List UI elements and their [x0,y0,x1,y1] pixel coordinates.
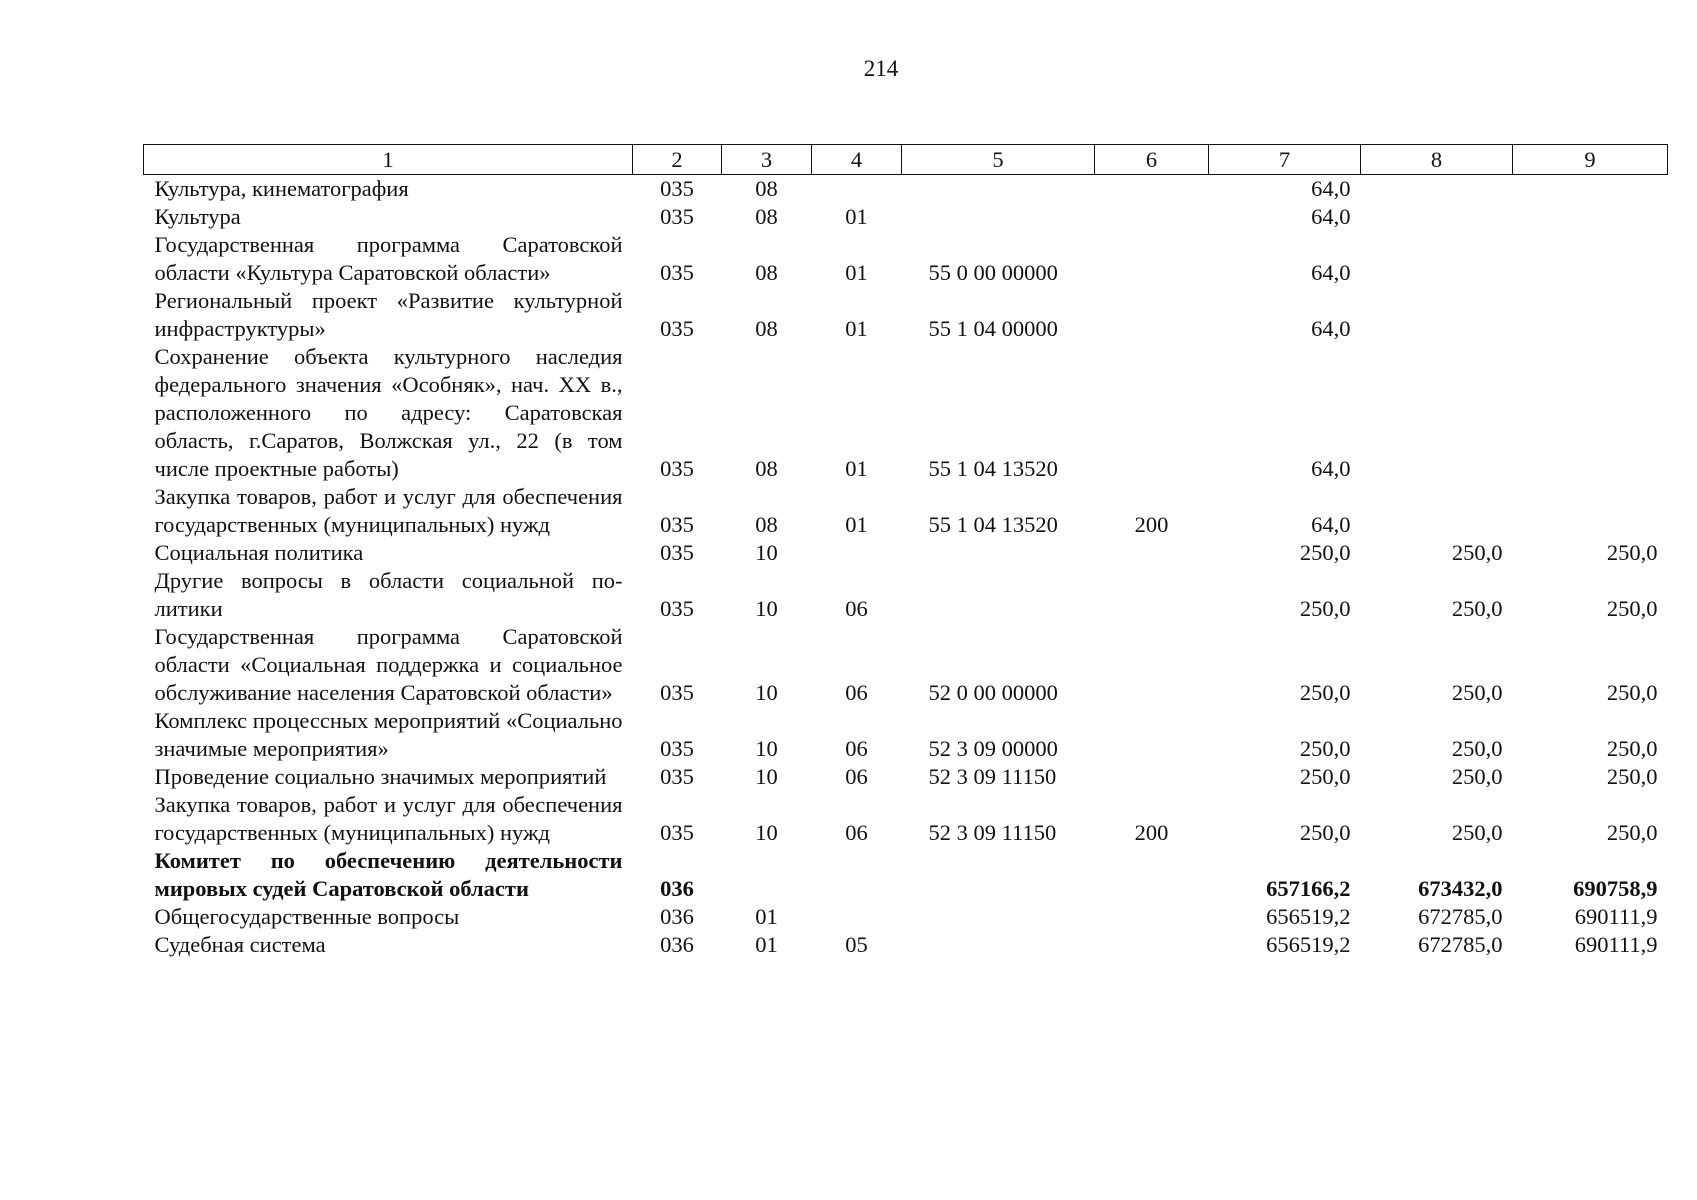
column-header-9: 9 [1513,145,1668,175]
table-row [144,203,1668,231]
cell-target-article [902,567,1095,623]
cell-ministry-code: 035 [660,260,694,285]
cell-section: 08 [755,176,778,201]
column-header-7: 7 [1209,145,1361,175]
cell-amount-3 [1513,203,1668,231]
cell-target-article [902,931,1095,959]
table-row [144,567,1668,623]
cell-ministry-code: 036 [660,932,694,957]
cell-name: Судебная система [154,932,326,957]
cell-amount-1: 64,0 [1311,316,1351,341]
table-row [144,903,1668,931]
table-row [144,707,1668,763]
cell-expense-type [1095,763,1209,791]
cell-subsection [812,539,902,567]
cell-section: 08 [755,316,778,341]
cell-section: 10 [755,820,778,845]
cell-subsection: 06 [845,820,868,845]
cell-amount-1: 250,0 [1299,820,1351,845]
cell-ministry-code: 035 [660,820,694,845]
column-header-4: 4 [812,145,902,175]
cell-amount-1: 64,0 [1311,260,1351,285]
cell-subsection: 05 [845,932,868,957]
cell-amount-2 [1361,203,1513,231]
cell-target-article [902,175,1095,204]
cell-amount-3: 250,0 [1606,820,1658,845]
cell-amount-2 [1361,483,1513,539]
cell-ministry-code: 035 [660,456,694,481]
cell-name: Комитет по обеспечению деятельности мировых судей Саратовской области [154,848,623,901]
cell-ministry-code: 035 [660,204,694,229]
table-row [144,231,1668,287]
table-row [144,847,1668,903]
cell-expense-type [1095,623,1209,707]
cell-target-article [902,203,1095,231]
table-row [144,791,1668,847]
cell-ministry-code: 035 [660,176,694,201]
cell-amount-3: 250,0 [1606,736,1658,761]
cell-ministry-code: 035 [660,540,694,565]
cell-ministry-code: 035 [660,764,694,789]
cell-section: 08 [755,512,778,537]
cell-amount-2: 672785,0 [1418,904,1503,929]
cell-target-article: 55 1 04 00000 [928,316,1058,341]
cell-subsection: 01 [845,260,868,285]
cell-ministry-code: 035 [660,680,694,705]
cell-target-article: 55 1 04 13520 [928,512,1058,537]
cell-section [722,847,812,903]
cell-section: 01 [755,932,778,957]
cell-expense-type [1095,175,1209,204]
cell-section: 10 [755,764,778,789]
cell-amount-1: 250,0 [1299,540,1351,565]
cell-ministry-code: 035 [660,316,694,341]
cell-amount-2: 672785,0 [1418,932,1503,957]
cell-target-article [902,539,1095,567]
cell-section: 10 [755,680,778,705]
budget-table [143,144,1668,959]
cell-subsection: 06 [845,736,868,761]
cell-amount-1: 657166,2 [1266,876,1351,901]
table-row [144,623,1668,707]
cell-subsection: 01 [845,512,868,537]
table-row [144,763,1668,791]
cell-target-article: 55 0 00 00000 [928,260,1058,285]
cell-amount-3 [1513,231,1668,287]
cell-subsection: 06 [845,764,868,789]
column-header-2: 2 [633,145,722,175]
cell-expense-type [1095,203,1209,231]
column-header-1: 1 [144,145,633,175]
cell-amount-1: 250,0 [1299,680,1351,705]
table-row [144,175,1668,204]
cell-amount-3: 690111,9 [1574,904,1658,929]
cell-name: Государственная программа Саратовской области «Культура Саратовской области» [154,232,623,285]
table-row [144,483,1668,539]
cell-amount-2: 673432,0 [1418,876,1503,901]
column-header-8: 8 [1361,145,1513,175]
cell-amount-1: 64,0 [1311,176,1351,201]
cell-ministry-code: 035 [660,736,694,761]
cell-name: Культура, кинематография [154,176,409,201]
cell-amount-2: 250,0 [1451,820,1503,845]
cell-amount-3 [1513,175,1668,204]
cell-section: 10 [755,540,778,565]
cell-amount-2: 250,0 [1451,764,1503,789]
cell-section: 10 [755,736,778,761]
cell-amount-1: 64,0 [1311,204,1351,229]
cell-name: Социальная политика [154,540,364,565]
cell-name: Культура [154,204,241,229]
cell-amount-2: 250,0 [1451,540,1503,565]
table-row [144,539,1668,567]
cell-ministry-code: 035 [660,596,694,621]
cell-subsection: 01 [845,316,868,341]
table-row [144,343,1668,483]
cell-amount-3: 690758,9 [1573,876,1658,901]
cell-amount-1: 64,0 [1311,512,1351,537]
cell-amount-2 [1361,175,1513,204]
cell-target-article: 52 3 09 00000 [928,736,1058,761]
table-row [144,287,1668,343]
cell-ministry-code: 036 [660,904,694,929]
cell-subsection: 06 [845,596,868,621]
column-header-6: 6 [1095,145,1209,175]
cell-amount-2: 250,0 [1451,736,1503,761]
cell-expense-type [1095,847,1209,903]
cell-amount-1: 656519,2 [1266,932,1351,957]
cell-amount-3: 250,0 [1606,596,1658,621]
cell-name: Общегосударственные вопросы [154,904,460,929]
cell-amount-1: 64,0 [1311,456,1351,481]
cell-section: 08 [755,260,778,285]
cell-name: Проведение социально значимых мероприятий [154,764,607,789]
cell-ministry-code: 035 [660,512,694,537]
cell-subsection: 01 [845,204,868,229]
cell-section: 01 [755,904,778,929]
cell-expense-type [1095,287,1209,343]
cell-amount-3: 250,0 [1606,764,1658,789]
cell-amount-1: 656519,2 [1266,904,1351,929]
cell-target-article [902,847,1095,903]
cell-subsection: 01 [845,456,868,481]
cell-name: Другие вопросы в области социальной политики [154,568,623,621]
cell-amount-2 [1361,343,1513,483]
cell-expense-type: 200 [1134,512,1169,537]
cell-amount-3 [1513,343,1668,483]
cell-amount-3: 250,0 [1606,540,1658,565]
cell-amount-3 [1513,483,1668,539]
cell-expense-type [1095,343,1209,483]
cell-name: Закупка товаров, работ и услуг для обеспечения государственных (муниципальных) нужд [154,792,623,845]
cell-target-article [902,903,1095,931]
cell-expense-type [1095,707,1209,763]
cell-target-article: 52 3 09 11150 [928,764,1057,789]
cell-amount-2 [1361,231,1513,287]
cell-name: Сохранение объекта культурного наследия федерального значения «Особняк», нач. XX в., расположенного по адресу: Саратовская область, г.Саратов, Волжская ул., 22 (в том числе проектные работы) [154,344,623,481]
cell-expense-type [1095,567,1209,623]
cell-amount-1: 250,0 [1299,736,1351,761]
cell-target-article: 52 0 00 00000 [928,680,1058,705]
cell-amount-1: 250,0 [1299,596,1351,621]
cell-amount-2: 250,0 [1451,596,1503,621]
cell-section: 10 [755,596,778,621]
cell-subsection [812,903,902,931]
cell-name: Комплекс процессных мероприятий «Социально значимые мероприятия» [154,708,623,761]
cell-amount-2: 250,0 [1451,680,1503,705]
cell-ministry-code: 036 [660,876,694,901]
column-header-5: 5 [902,145,1095,175]
cell-target-article: 52 3 09 11150 [928,820,1057,845]
column-header-3: 3 [722,145,812,175]
table-body [144,175,1668,960]
cell-name: Региональный проект «Развитие культурной инфраструктуры» [154,288,623,341]
cell-section: 08 [755,204,778,229]
cell-expense-type: 200 [1134,820,1169,845]
cell-amount-2 [1361,287,1513,343]
cell-subsection [812,847,902,903]
cell-name: Государственная программа Саратовской области «Социальная поддержка и социальное обслуживание населения Саратовской области» [154,624,623,705]
cell-subsection [812,175,902,204]
cell-target-article: 55 1 04 13520 [928,456,1058,481]
cell-amount-3: 690111,9 [1574,932,1658,957]
cell-expense-type [1095,231,1209,287]
cell-amount-3: 250,0 [1606,680,1658,705]
table-header-row [144,145,1668,175]
page-number: 214 [863,56,899,81]
cell-name: Закупка товаров, работ и услуг для обеспечения государственных (муниципальных) нужд [154,484,623,537]
table-row [144,931,1668,959]
cell-expense-type [1095,903,1209,931]
cell-expense-type [1095,539,1209,567]
cell-amount-1: 250,0 [1299,764,1351,789]
cell-amount-3 [1513,287,1668,343]
cell-expense-type [1095,931,1209,959]
cell-subsection: 06 [845,680,868,705]
cell-section: 08 [755,456,778,481]
